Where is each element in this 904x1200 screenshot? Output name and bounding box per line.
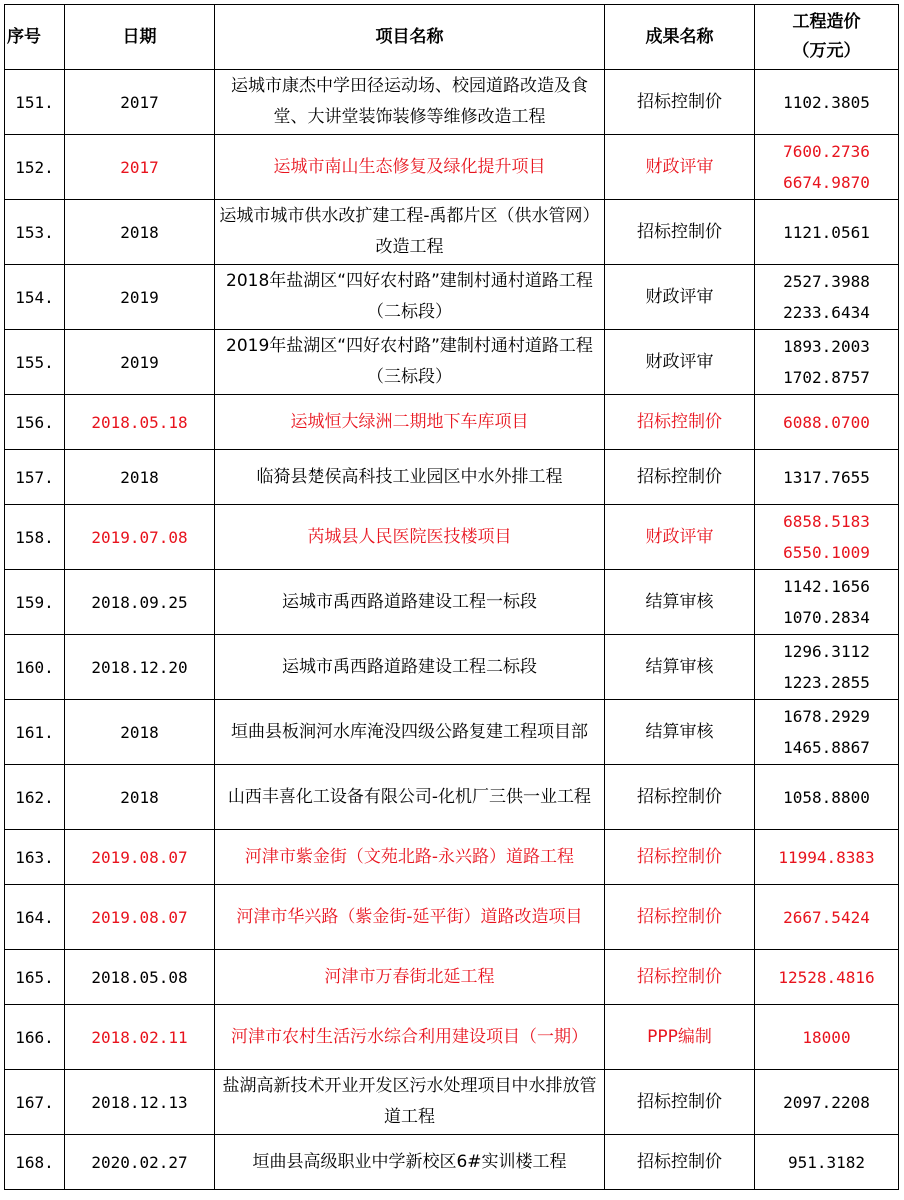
row-number: 153. <box>5 200 65 265</box>
row-date: 2018.09.25 <box>65 570 215 635</box>
row-date: 2017 <box>65 70 215 135</box>
row-result: 财政评审 <box>605 505 755 570</box>
row-date: 2019 <box>65 330 215 395</box>
row-result: 招标控制价 <box>605 1070 755 1135</box>
row-cost-value: 6088.0700 <box>783 412 870 432</box>
row-date: 2020.02.27 <box>65 1135 215 1190</box>
row-number: 167. <box>5 1070 65 1135</box>
row-cost <box>755 830 899 885</box>
row-date: 2018 <box>65 450 215 505</box>
row-project-name: 临猗县楚侯高科技工业园区中水外排工程 <box>215 450 605 505</box>
row-result: 财政评审 <box>605 135 755 200</box>
row-project-name: 河津市华兴路（紫金街-延平街）道路改造项目 <box>215 885 605 950</box>
header-date: 日期 <box>65 5 215 70</box>
row-result: 招标控制价 <box>605 885 755 950</box>
header-project: 项目名称 <box>215 5 605 70</box>
row-project-name: 芮城县人民医院医技楼项目 <box>215 505 605 570</box>
row-cost <box>755 200 899 265</box>
row-date: 2019.07.08 <box>65 505 215 570</box>
table-row <box>5 330 899 395</box>
row-date: 2018 <box>65 700 215 765</box>
row-project-name: 河津市农村生活污水综合利用建设项目（一期） <box>215 1005 605 1070</box>
row-project-name: 运城市禹西路道路建设工程一标段 <box>215 570 605 635</box>
table-row <box>5 700 899 765</box>
row-cost-value-alt: 6674.9870 <box>783 173 870 192</box>
row-project-name: 2018年盐湖区“四好农村路”建制村通村道路工程（二标段） <box>215 265 605 330</box>
table-row <box>5 1070 899 1135</box>
row-project-name: 运城市康杰中学田径运动场、校园道路改造及食堂、大讲堂装饰装修等维修改造工程 <box>215 70 605 135</box>
row-date: 2019 <box>65 265 215 330</box>
row-cost-value: 6858.5183 <box>783 512 870 531</box>
row-cost <box>755 1070 899 1135</box>
row-project-name: 运城市南山生态修复及绿化提升项目 <box>215 135 605 200</box>
row-cost <box>755 885 899 950</box>
row-cost <box>755 1135 899 1190</box>
row-cost-value: 12528.4816 <box>778 967 875 987</box>
row-cost <box>755 395 899 450</box>
row-cost-value: 11994.8383 <box>778 847 875 867</box>
row-project-name: 河津市紫金街（文苑北路-永兴路）道路工程 <box>215 830 605 885</box>
row-date: 2017 <box>65 135 215 200</box>
row-cost-value-alt: 1223.2855 <box>783 673 870 692</box>
row-cost <box>755 70 899 135</box>
row-cost-value: 2667.5424 <box>783 907 870 927</box>
row-project-name: 山西丰喜化工设备有限公司-化机厂三供一业工程 <box>215 765 605 830</box>
row-project-name: 盐湖高新技术开业开发区污水处理项目中水排放管道工程 <box>215 1070 605 1135</box>
row-date: 2019.08.07 <box>65 885 215 950</box>
row-result: 结算审核 <box>605 570 755 635</box>
row-result: 财政评审 <box>605 330 755 395</box>
row-result: 招标控制价 <box>605 1135 755 1190</box>
row-number: 168. <box>5 1135 65 1190</box>
row-cost-value: 2097.2208 <box>783 1092 870 1112</box>
header-cost <box>755 5 899 70</box>
row-number: 152. <box>5 135 65 200</box>
row-cost-value: 1678.2929 <box>783 707 870 726</box>
row-cost <box>755 265 899 330</box>
header-result: 成果名称 <box>605 5 755 70</box>
row-number: 159. <box>5 570 65 635</box>
header-cost-line2: （万元） <box>792 41 861 61</box>
row-date: 2018.05.18 <box>65 395 215 450</box>
row-cost-value: 1142.1656 <box>783 577 870 596</box>
header-cost-line1: 工程造价 <box>792 12 861 32</box>
row-cost-value: 1893.2003 <box>783 337 870 356</box>
row-date: 2018.12.20 <box>65 635 215 700</box>
row-project-name: 2019年盐湖区“四好农村路”建制村通村道路工程（三标段） <box>215 330 605 395</box>
table-row <box>5 450 899 505</box>
table-row <box>5 765 899 830</box>
row-cost <box>755 765 899 830</box>
row-cost <box>755 1005 899 1070</box>
table-row <box>5 570 899 635</box>
row-cost <box>755 635 899 700</box>
header-no: 序号 <box>5 5 65 70</box>
row-date: 2018.12.13 <box>65 1070 215 1135</box>
row-cost-value-alt: 1702.8757 <box>783 368 870 387</box>
row-cost-value: 1058.8800 <box>783 787 870 807</box>
row-cost-value-alt: 1465.8867 <box>783 738 870 757</box>
row-result: PPP编制 <box>605 1005 755 1070</box>
row-result: 结算审核 <box>605 635 755 700</box>
table-row <box>5 265 899 330</box>
row-cost-value: 18000 <box>802 1027 851 1047</box>
row-number: 166. <box>5 1005 65 1070</box>
table-row <box>5 635 899 700</box>
row-number: 163. <box>5 830 65 885</box>
row-result: 招标控制价 <box>605 70 755 135</box>
table-row <box>5 200 899 265</box>
header-row <box>5 5 899 70</box>
row-number: 155. <box>5 330 65 395</box>
row-date: 2018 <box>65 200 215 265</box>
row-cost <box>755 330 899 395</box>
row-number: 165. <box>5 950 65 1005</box>
row-date: 2018.05.08 <box>65 950 215 1005</box>
row-cost-value: 2527.3988 <box>783 272 870 291</box>
row-number: 161. <box>5 700 65 765</box>
row-number: 156. <box>5 395 65 450</box>
row-cost <box>755 700 899 765</box>
row-number: 162. <box>5 765 65 830</box>
row-number: 158. <box>5 505 65 570</box>
row-result: 招标控制价 <box>605 830 755 885</box>
row-number: 157. <box>5 450 65 505</box>
row-project-name: 运城恒大绿洲二期地下车库项目 <box>215 395 605 450</box>
row-cost <box>755 505 899 570</box>
table-row <box>5 70 899 135</box>
row-result: 招标控制价 <box>605 450 755 505</box>
row-project-name: 运城市城市供水改扩建工程-禹都片区（供水管网）改造工程 <box>215 200 605 265</box>
row-cost-value: 1102.3805 <box>783 92 870 112</box>
row-project-name: 运城市禹西路道路建设工程二标段 <box>215 635 605 700</box>
table-row <box>5 135 899 200</box>
row-result: 招标控制价 <box>605 950 755 1005</box>
row-date: 2018.02.11 <box>65 1005 215 1070</box>
row-number: 154. <box>5 265 65 330</box>
row-cost <box>755 135 899 200</box>
row-number: 164. <box>5 885 65 950</box>
table-row <box>5 885 899 950</box>
row-number: 151. <box>5 70 65 135</box>
table-row <box>5 1135 899 1190</box>
row-number: 160. <box>5 635 65 700</box>
row-result: 招标控制价 <box>605 200 755 265</box>
row-cost-value: 1121.0561 <box>783 222 870 242</box>
table-row <box>5 505 899 570</box>
row-date: 2019.08.07 <box>65 830 215 885</box>
table-row <box>5 830 899 885</box>
row-cost-value-alt: 6550.1009 <box>783 543 870 562</box>
row-cost <box>755 950 899 1005</box>
row-cost-value-alt: 2233.6434 <box>783 303 870 322</box>
row-result: 招标控制价 <box>605 765 755 830</box>
row-cost-value-alt: 1070.2834 <box>783 608 870 627</box>
row-cost-value: 1317.7655 <box>783 467 870 487</box>
row-project-name: 垣曲县高级职业中学新校区6#实训楼工程 <box>215 1135 605 1190</box>
row-project-name: 河津市万春街北延工程 <box>215 950 605 1005</box>
row-result: 结算审核 <box>605 700 755 765</box>
project-table <box>4 4 899 1190</box>
row-cost-value: 7600.2736 <box>783 142 870 161</box>
table-row <box>5 395 899 450</box>
row-project-name: 垣曲县板涧河水库淹没四级公路复建工程项目部 <box>215 700 605 765</box>
row-cost <box>755 450 899 505</box>
row-cost-value: 951.3182 <box>787 1152 866 1172</box>
table-row <box>5 1005 899 1070</box>
table-row <box>5 950 899 1005</box>
row-cost-value: 1296.3112 <box>783 642 870 661</box>
row-date: 2018 <box>65 765 215 830</box>
row-cost <box>755 570 899 635</box>
row-result: 财政评审 <box>605 265 755 330</box>
row-result: 招标控制价 <box>605 395 755 450</box>
